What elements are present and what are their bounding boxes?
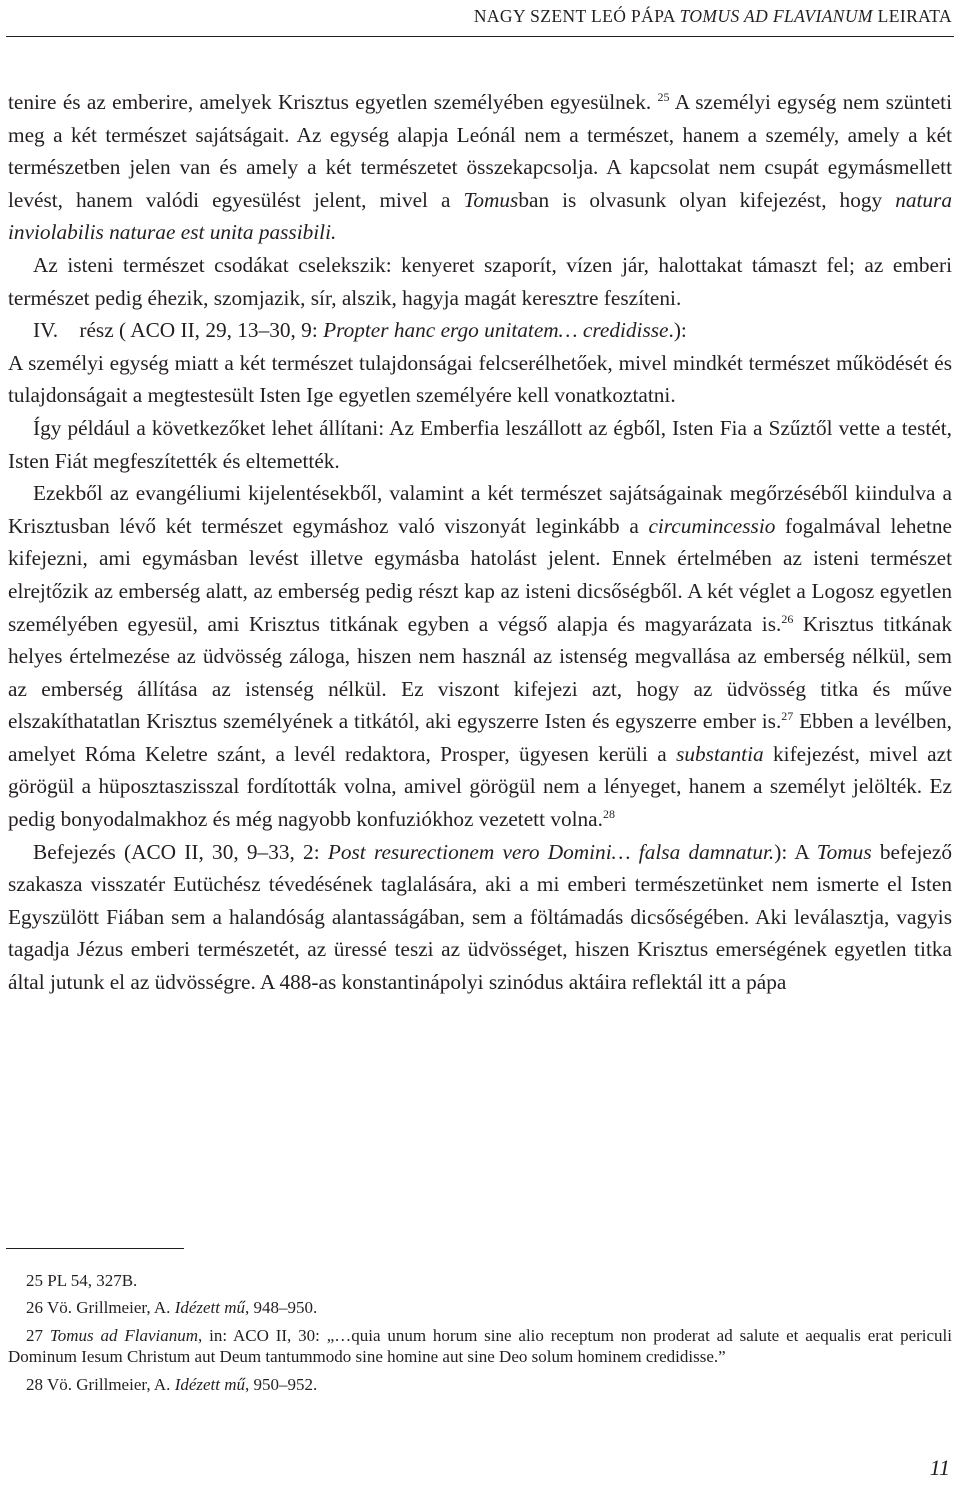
paragraph-1 [8, 86, 952, 249]
paragraph-5 [8, 477, 952, 836]
text-run: .): [668, 318, 687, 343]
text-run: Ebben a levélben, amelyet Róma Keletre szánt, a levél redaktora, Prosper, ügyesen kerüli a [8, 709, 952, 766]
italic-term: Tomus [816, 839, 872, 864]
italic-title: Idézett mű [174, 1298, 246, 1318]
section-heading-iv [8, 314, 952, 347]
running-header [474, 6, 952, 27]
footnote-27 [8, 1325, 952, 1368]
footnote-25: 25 PL 54, 327B. [26, 1271, 138, 1290]
italic-title: Tomus ad Flavianum [49, 1325, 198, 1345]
text-run: 28 Vö. Grillmeier, A. [26, 1374, 175, 1394]
text-run: ban is olvasunk olyan kifejezést, hogy [518, 187, 896, 212]
footnote-28 [8, 1374, 952, 1395]
latin-quote: Post resurectionem vero Domini… falsa damnatur. [327, 839, 775, 864]
text-run: A személyi egység nem szünteti meg a két természet sajátságait. Az egység alapja Leónál nem a természet, hanem a személy, amely a két természetben jelen van és amely a két természetet összekapcsolja. A kapcsolat nem csupát egymásmellett levést, hanem valódi egyesülést jelent, mivel a [8, 90, 953, 212]
latin-quote: Propter hanc ergo unitatem… credidisse [323, 318, 669, 343]
footnote-26 [8, 1297, 952, 1318]
italic-term: circumincessio [648, 513, 776, 538]
latin-quote: natura inviolabilis naturae est unita passibili. [8, 187, 952, 245]
text-run: kifejezést, mivel azt görögül a hüposztaszisszal fordították volna, amivel görögül nem a lényeget, hanem a személyt jelölték. Ez pedig bonyodalmakhoz és még nagyobb konfuziókhoz vezetett volna. [8, 741, 952, 832]
footnote-ref-27: 27 [781, 709, 794, 724]
main-text [8, 86, 952, 999]
italic-term: substantia [676, 741, 764, 766]
footnote-rule [6, 1248, 184, 1249]
footnote-ref-25: 25 [657, 90, 670, 104]
text-run: , 948‒950. [245, 1298, 318, 1318]
text-run: fogalmával lehetne kifejezni, ami egymásban levést illetve egymásba hatolást jelent. Ennek értelmében az isteni természet elrejtőzik az emberség alatt, az emberség pedig részt kap az isteni dicsőségből. A két véglet a Logosz egyetlen személyében egyesül, ami Krisztus titkának egyben a végső alapja és magyarázata is. [8, 513, 952, 636]
header-title-italic: TOMUS AD FLAVIANUM [679, 6, 873, 26]
paragraph-4: Így például a következőket lehet állítani: Az Emberfia leszállott az égből, Isten Fia a Szűztől vette a testét, Isten Fiát megfeszítették és eltemették. [8, 415, 952, 473]
header-text-c: LEIRATA [872, 6, 952, 26]
header-text-a: NAGY SZENT LEÓ PÁPA [473, 6, 680, 26]
text-run: ): A [774, 839, 817, 864]
footnote-ref-28: 28 [602, 807, 615, 822]
paragraph-3: A személyi egység miatt a két természet tulajdonságai felcserélhetőek, mivel mindkét természet működését és tulajdonságait a megtestesült Isten Ige egyetlen személyére kell vonatkoztatni. [8, 350, 952, 408]
text-run: , 950‒952. [245, 1374, 318, 1394]
text-run: 26 Vö. Grillmeier, A. [26, 1298, 175, 1318]
paragraph-6 [8, 836, 952, 999]
text-run: rész ( ACO II, 29, 13‒30, 9: [79, 318, 324, 343]
text-run: Krisztus titkának helyes értelmezése az üdvösség záloga, hiszen nem használ az istenség megvallása az emberség nélkül, sem az emberség állítása az istenség nélkül. Ez viszont kifejezi azt, hogy az üdvösség titka és műve elszakíthatatlan Krisztus személyének a titkától, aki egyszerre Isten és egyszerre ember is. [8, 611, 953, 734]
italic-title: Idézett mű [174, 1374, 246, 1394]
footnote-ref-26: 26 [781, 611, 794, 626]
text-run: , in: ACO II, 30: „…quia unum horum sine alio receptum non proderat ad salute et aequalis erat periculi Dominum Iesum Christum aut Deum tantummodo sine homine aut sine Deo solum hominem credidisse.” [8, 1325, 952, 1367]
text-run: tenire és az emberire, amelyek Krisztus egyetlen személyében egyesülnek. [8, 90, 658, 114]
text-run: Befejezés (ACO II, 30, 9‒33, 2: [33, 839, 328, 864]
footnotes [8, 1270, 952, 1401]
section-number: IV. [33, 318, 59, 343]
header-rule [6, 36, 954, 37]
text-run: Ezekből az evangéliumi kijelentésekből, valamint a két természet sajátságainak megőrzéséből kiindulva a Krisztusban lévő két természet egymáshoz való viszonyát leginkább a [8, 481, 952, 538]
italic-term: Tomus [463, 187, 519, 212]
text-run: befejező szakasza visszatér Eutüchész tévedésének taglalására, aki a mi emberi természetünket nem ismerte el Isten Egyszülött Fiában sem a halandóság alantasságában, sem a föltámadás dicsőségében. Aki leválasztja, vagyis tagadja Jézus emberi természetét, az üressé teszi az üdvösséget, hiszen Krisztus emerségének egyetlen titka által jutunk el az üdvösségre. A 488-as konstantinápolyi szinódus aktáira reflektál itt a pápa [8, 839, 952, 995]
page-number: 11 [929, 1455, 950, 1480]
paragraph-2: Az isteni természet csodákat cselekszik: kenyeret szaporít, vízen jár, halottakat támaszt fel; az emberi természet pedig éhezik, szomjazik, sír, alszik, hagyja magát keresztre feszíteni. [8, 252, 952, 310]
text-run: 27 [26, 1325, 50, 1345]
